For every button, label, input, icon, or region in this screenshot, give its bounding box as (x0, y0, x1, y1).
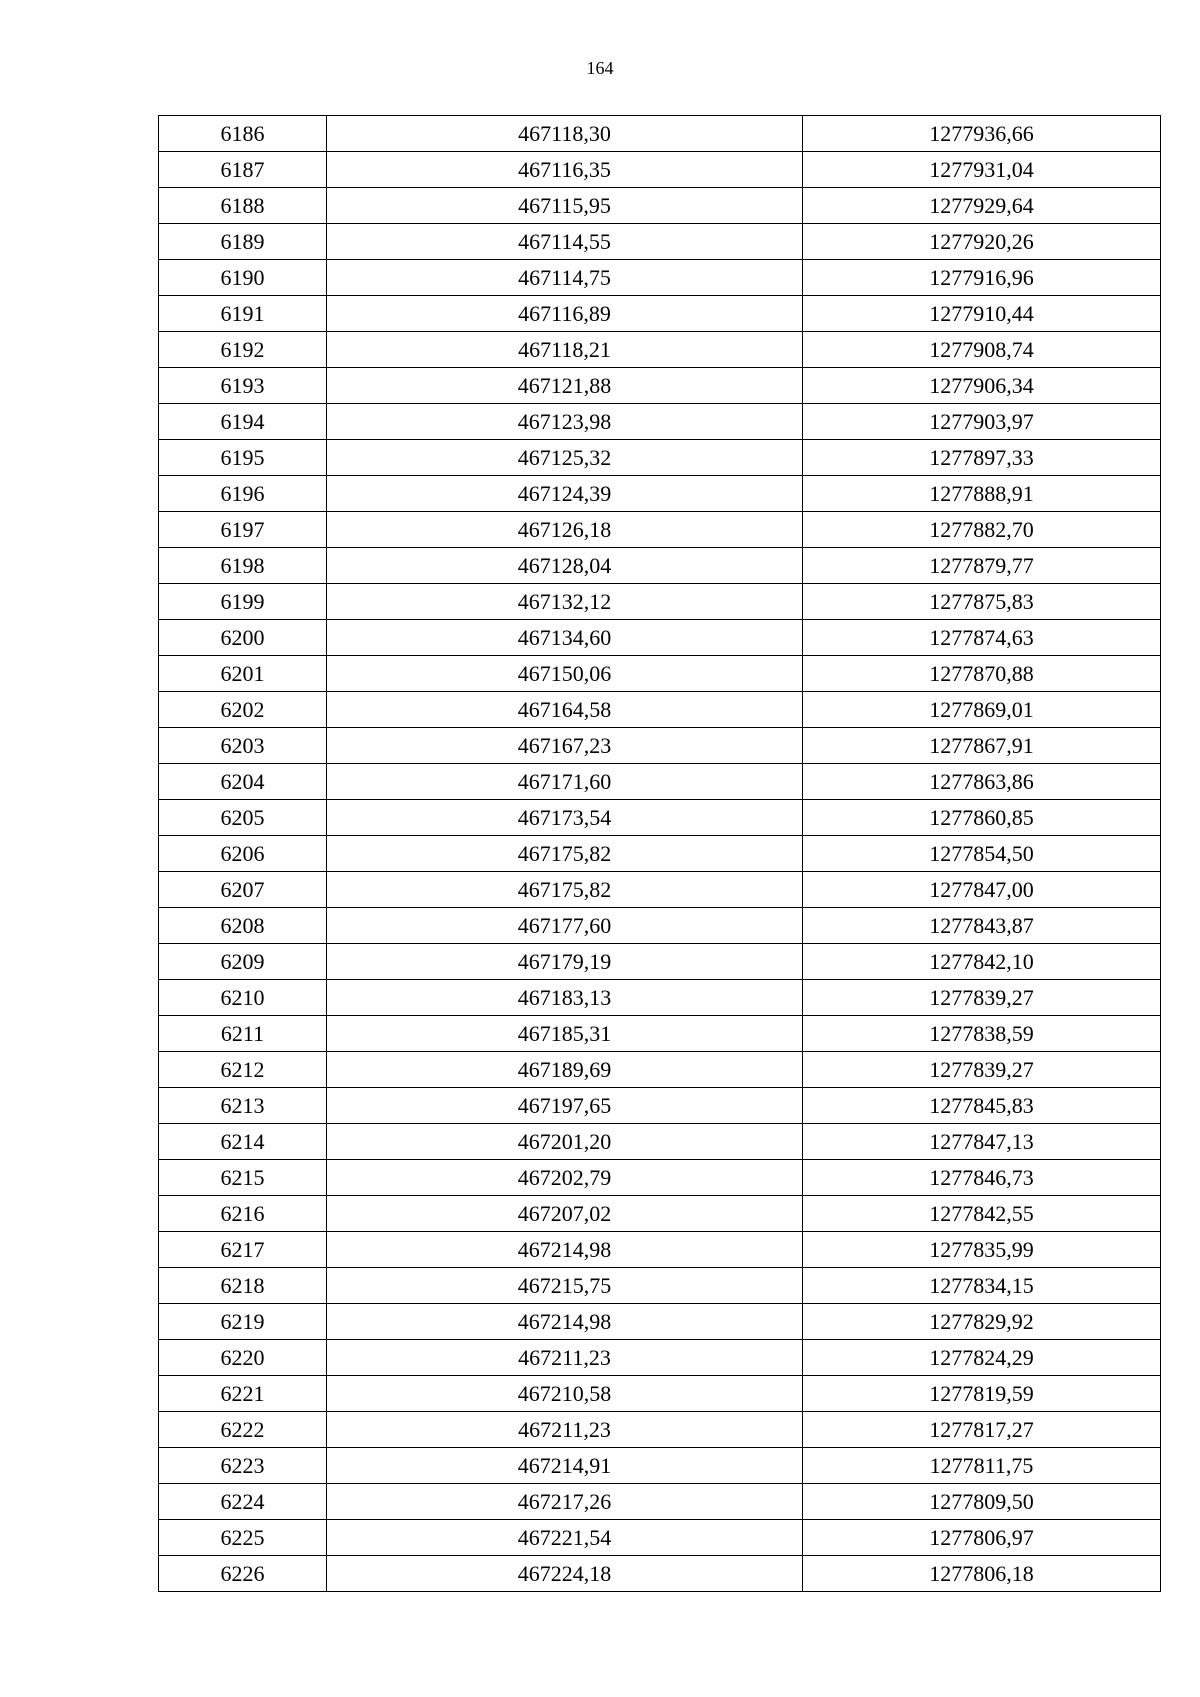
table-row (159, 800, 1161, 836)
table-row (159, 1016, 1161, 1052)
y-coordinate-cell: 1277847,00 (803, 872, 1161, 908)
point-number-cell: 6223 (159, 1448, 327, 1484)
x-coordinate-cell: 467214,91 (327, 1448, 803, 1484)
table-row (159, 1232, 1161, 1268)
point-number-cell: 6226 (159, 1556, 327, 1592)
x-coordinate-cell: 467114,75 (327, 260, 803, 296)
table-row (159, 188, 1161, 224)
y-coordinate-cell: 1277834,15 (803, 1268, 1161, 1304)
x-coordinate-cell: 467183,13 (327, 980, 803, 1016)
x-coordinate-cell: 467211,23 (327, 1412, 803, 1448)
table-row (159, 476, 1161, 512)
table-row (159, 764, 1161, 800)
x-coordinate-cell: 467124,39 (327, 476, 803, 512)
point-number-cell: 6203 (159, 728, 327, 764)
table-row (159, 980, 1161, 1016)
point-number-cell: 6216 (159, 1196, 327, 1232)
x-coordinate-cell: 467210,58 (327, 1376, 803, 1412)
y-coordinate-cell: 1277936,66 (803, 116, 1161, 152)
y-coordinate-cell: 1277854,50 (803, 836, 1161, 872)
table-row (159, 620, 1161, 656)
table-row (159, 692, 1161, 728)
y-coordinate-cell: 1277842,55 (803, 1196, 1161, 1232)
y-coordinate-cell: 1277863,86 (803, 764, 1161, 800)
x-coordinate-cell: 467202,79 (327, 1160, 803, 1196)
table-row (159, 1088, 1161, 1124)
point-number-cell: 6215 (159, 1160, 327, 1196)
point-number-cell: 6193 (159, 368, 327, 404)
table-row (159, 260, 1161, 296)
y-coordinate-cell: 1277839,27 (803, 1052, 1161, 1088)
table-row (159, 836, 1161, 872)
y-coordinate-cell: 1277929,64 (803, 188, 1161, 224)
x-coordinate-cell: 467134,60 (327, 620, 803, 656)
x-coordinate-cell: 467164,58 (327, 692, 803, 728)
point-number-cell: 6202 (159, 692, 327, 728)
table-row (159, 656, 1161, 692)
point-number-cell: 6213 (159, 1088, 327, 1124)
table-row (159, 1340, 1161, 1376)
table-row (159, 1304, 1161, 1340)
point-number-cell: 6205 (159, 800, 327, 836)
point-number-cell: 6218 (159, 1268, 327, 1304)
table-row (159, 1052, 1161, 1088)
x-coordinate-cell: 467201,20 (327, 1124, 803, 1160)
y-coordinate-cell: 1277817,27 (803, 1412, 1161, 1448)
x-coordinate-cell: 467177,60 (327, 908, 803, 944)
table-row (159, 512, 1161, 548)
y-coordinate-cell: 1277910,44 (803, 296, 1161, 332)
y-coordinate-cell: 1277835,99 (803, 1232, 1161, 1268)
x-coordinate-cell: 467221,54 (327, 1520, 803, 1556)
y-coordinate-cell: 1277839,27 (803, 980, 1161, 1016)
table-row (159, 1124, 1161, 1160)
table-row (159, 116, 1161, 152)
y-coordinate-cell: 1277882,70 (803, 512, 1161, 548)
point-number-cell: 6225 (159, 1520, 327, 1556)
point-number-cell: 6194 (159, 404, 327, 440)
x-coordinate-cell: 467116,35 (327, 152, 803, 188)
point-number-cell: 6198 (159, 548, 327, 584)
x-coordinate-cell: 467224,18 (327, 1556, 803, 1592)
y-coordinate-cell: 1277867,91 (803, 728, 1161, 764)
table-row (159, 224, 1161, 260)
x-coordinate-cell: 467175,82 (327, 872, 803, 908)
table-row (159, 404, 1161, 440)
y-coordinate-cell: 1277869,01 (803, 692, 1161, 728)
x-coordinate-cell: 467214,98 (327, 1304, 803, 1340)
x-coordinate-cell: 467175,82 (327, 836, 803, 872)
point-number-cell: 6204 (159, 764, 327, 800)
point-number-cell: 6199 (159, 584, 327, 620)
y-coordinate-cell: 1277811,75 (803, 1448, 1161, 1484)
x-coordinate-cell: 467150,06 (327, 656, 803, 692)
y-coordinate-cell: 1277845,83 (803, 1088, 1161, 1124)
y-coordinate-cell: 1277806,97 (803, 1520, 1161, 1556)
table-row (159, 368, 1161, 404)
y-coordinate-cell: 1277824,29 (803, 1340, 1161, 1376)
y-coordinate-cell: 1277870,88 (803, 656, 1161, 692)
x-coordinate-cell: 467126,18 (327, 512, 803, 548)
x-coordinate-cell: 467173,54 (327, 800, 803, 836)
point-number-cell: 6212 (159, 1052, 327, 1088)
table-row (159, 1268, 1161, 1304)
point-number-cell: 6211 (159, 1016, 327, 1052)
table-row (159, 872, 1161, 908)
point-number-cell: 6221 (159, 1376, 327, 1412)
x-coordinate-cell: 467128,04 (327, 548, 803, 584)
y-coordinate-cell: 1277843,87 (803, 908, 1161, 944)
y-coordinate-cell: 1277931,04 (803, 152, 1161, 188)
point-number-cell: 6208 (159, 908, 327, 944)
x-coordinate-cell: 467197,65 (327, 1088, 803, 1124)
table-row (159, 548, 1161, 584)
y-coordinate-cell: 1277903,97 (803, 404, 1161, 440)
table-row (159, 1484, 1161, 1520)
table-row (159, 1556, 1161, 1592)
point-number-cell: 6187 (159, 152, 327, 188)
point-number-cell: 6197 (159, 512, 327, 548)
table-row (159, 1520, 1161, 1556)
point-number-cell: 6189 (159, 224, 327, 260)
y-coordinate-cell: 1277879,77 (803, 548, 1161, 584)
y-coordinate-cell: 1277829,92 (803, 1304, 1161, 1340)
point-number-cell: 6191 (159, 296, 327, 332)
point-number-cell: 6201 (159, 656, 327, 692)
table-row (159, 728, 1161, 764)
coordinates-table (158, 115, 1161, 1592)
table-row (159, 440, 1161, 476)
point-number-cell: 6188 (159, 188, 327, 224)
table-row (159, 1196, 1161, 1232)
y-coordinate-cell: 1277809,50 (803, 1484, 1161, 1520)
y-coordinate-cell: 1277874,63 (803, 620, 1161, 656)
y-coordinate-cell: 1277906,34 (803, 368, 1161, 404)
point-number-cell: 6220 (159, 1340, 327, 1376)
x-coordinate-cell: 467123,98 (327, 404, 803, 440)
x-coordinate-cell: 467132,12 (327, 584, 803, 620)
x-coordinate-cell: 467121,88 (327, 368, 803, 404)
y-coordinate-cell: 1277916,96 (803, 260, 1161, 296)
page-number: 164 (586, 58, 614, 78)
y-coordinate-cell: 1277819,59 (803, 1376, 1161, 1412)
point-number-cell: 6196 (159, 476, 327, 512)
x-coordinate-cell: 467118,21 (327, 332, 803, 368)
x-coordinate-cell: 467185,31 (327, 1016, 803, 1052)
point-number-cell: 6207 (159, 872, 327, 908)
point-number-cell: 6190 (159, 260, 327, 296)
point-number-cell: 6192 (159, 332, 327, 368)
y-coordinate-cell: 1277897,33 (803, 440, 1161, 476)
x-coordinate-cell: 467179,19 (327, 944, 803, 980)
table-row (159, 296, 1161, 332)
x-coordinate-cell: 467207,02 (327, 1196, 803, 1232)
point-number-cell: 6214 (159, 1124, 327, 1160)
y-coordinate-cell: 1277875,83 (803, 584, 1161, 620)
point-number-cell: 6219 (159, 1304, 327, 1340)
x-coordinate-cell: 467115,95 (327, 188, 803, 224)
point-number-cell: 6222 (159, 1412, 327, 1448)
point-number-cell: 6200 (159, 620, 327, 656)
y-coordinate-cell: 1277860,85 (803, 800, 1161, 836)
y-coordinate-cell: 1277908,74 (803, 332, 1161, 368)
table-row (159, 908, 1161, 944)
table-row (159, 584, 1161, 620)
y-coordinate-cell: 1277920,26 (803, 224, 1161, 260)
table-row (159, 1376, 1161, 1412)
point-number-cell: 6195 (159, 440, 327, 476)
point-number-cell: 6186 (159, 116, 327, 152)
table-row (159, 944, 1161, 980)
x-coordinate-cell: 467114,55 (327, 224, 803, 260)
x-coordinate-cell: 467211,23 (327, 1340, 803, 1376)
point-number-cell: 6210 (159, 980, 327, 1016)
x-coordinate-cell: 467171,60 (327, 764, 803, 800)
table-row (159, 152, 1161, 188)
x-coordinate-cell: 467217,26 (327, 1484, 803, 1520)
coordinates-table-body (159, 116, 1161, 1592)
y-coordinate-cell: 1277842,10 (803, 944, 1161, 980)
table-row (159, 1448, 1161, 1484)
table-row (159, 1160, 1161, 1196)
x-coordinate-cell: 467214,98 (327, 1232, 803, 1268)
y-coordinate-cell: 1277806,18 (803, 1556, 1161, 1592)
point-number-cell: 6209 (159, 944, 327, 980)
x-coordinate-cell: 467118,30 (327, 116, 803, 152)
point-number-cell: 6224 (159, 1484, 327, 1520)
y-coordinate-cell: 1277838,59 (803, 1016, 1161, 1052)
x-coordinate-cell: 467116,89 (327, 296, 803, 332)
y-coordinate-cell: 1277846,73 (803, 1160, 1161, 1196)
point-number-cell: 6217 (159, 1232, 327, 1268)
x-coordinate-cell: 467215,75 (327, 1268, 803, 1304)
x-coordinate-cell: 467189,69 (327, 1052, 803, 1088)
x-coordinate-cell: 467167,23 (327, 728, 803, 764)
point-number-cell: 6206 (159, 836, 327, 872)
table-row (159, 1412, 1161, 1448)
y-coordinate-cell: 1277888,91 (803, 476, 1161, 512)
x-coordinate-cell: 467125,32 (327, 440, 803, 476)
y-coordinate-cell: 1277847,13 (803, 1124, 1161, 1160)
table-row (159, 332, 1161, 368)
